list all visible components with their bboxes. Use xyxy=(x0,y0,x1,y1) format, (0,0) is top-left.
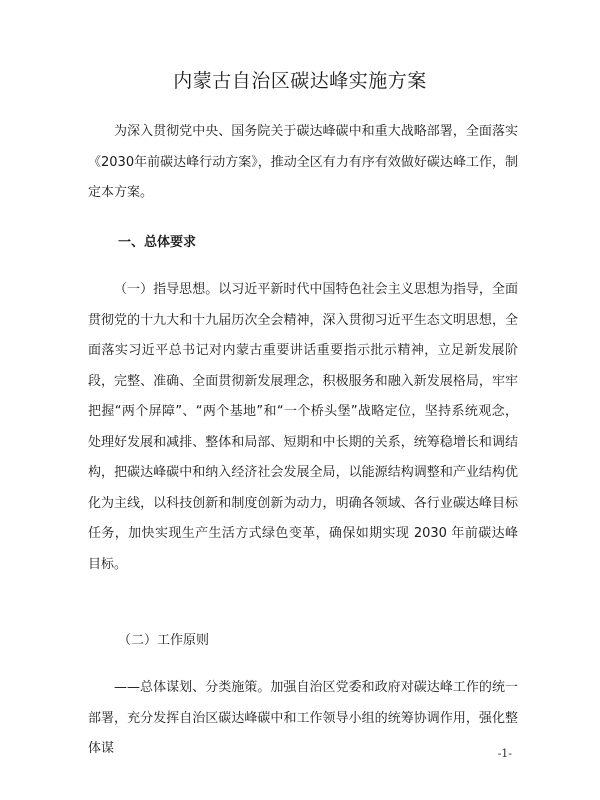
page-number: -1- xyxy=(497,747,512,760)
subsection-heading-work-principles: （二）工作原则 xyxy=(118,633,210,648)
section-heading-general-requirements: 一、总体要求 xyxy=(118,235,197,250)
intro-paragraph: 为深入贯彻党中央、国务院关于碳达峰碳中和重大战略部署，全面落实《2030年前碳达峰行动方案》，推动全区有力有序有效做好碳达峰工作，制定本方案。 xyxy=(88,124,518,200)
work-principle-paragraph: ——总体谋划、分类施策。加强自治区党委和政府对碳达峰工作的统一部署，充分发挥自治区碳达峰碳中和工作领导小组的统筹协调作用，强化整体谋 xyxy=(88,680,518,756)
document-title: 内蒙古自治区碳达峰实施方案 xyxy=(173,70,427,92)
guiding-ideology-paragraph: （一）指导思想。以习近平新时代中国特色社会主义思想为指导，全面贯彻党的十九大和十九届历次全会精神，深入贯彻习近平生态文明思想，全面落实习近平总书记对内蒙古重要讲话重要指示批示精神，立足新发展阶段，完整、准确、全面贯彻新发展理念，积极服务和融入新发展格局，牢牢把握“两个屏障”、“两个基地”和“一个桥头堡”战略定位，坚持系统观念，处理好发展和减排、整体和局部、短期和中长期的关系，统筹稳增长和调结构，把碳达峰碳中和纳入经济社会发展全局，以能源结构调整和产业结构优化为主线，以科技创新和制度创新为动力，明确各领域、各行业碳达峰目标任务，加快实现生产生活方式绿色变革，确保如期实现 2030 年前碳达峰目标。 xyxy=(88,282,518,572)
